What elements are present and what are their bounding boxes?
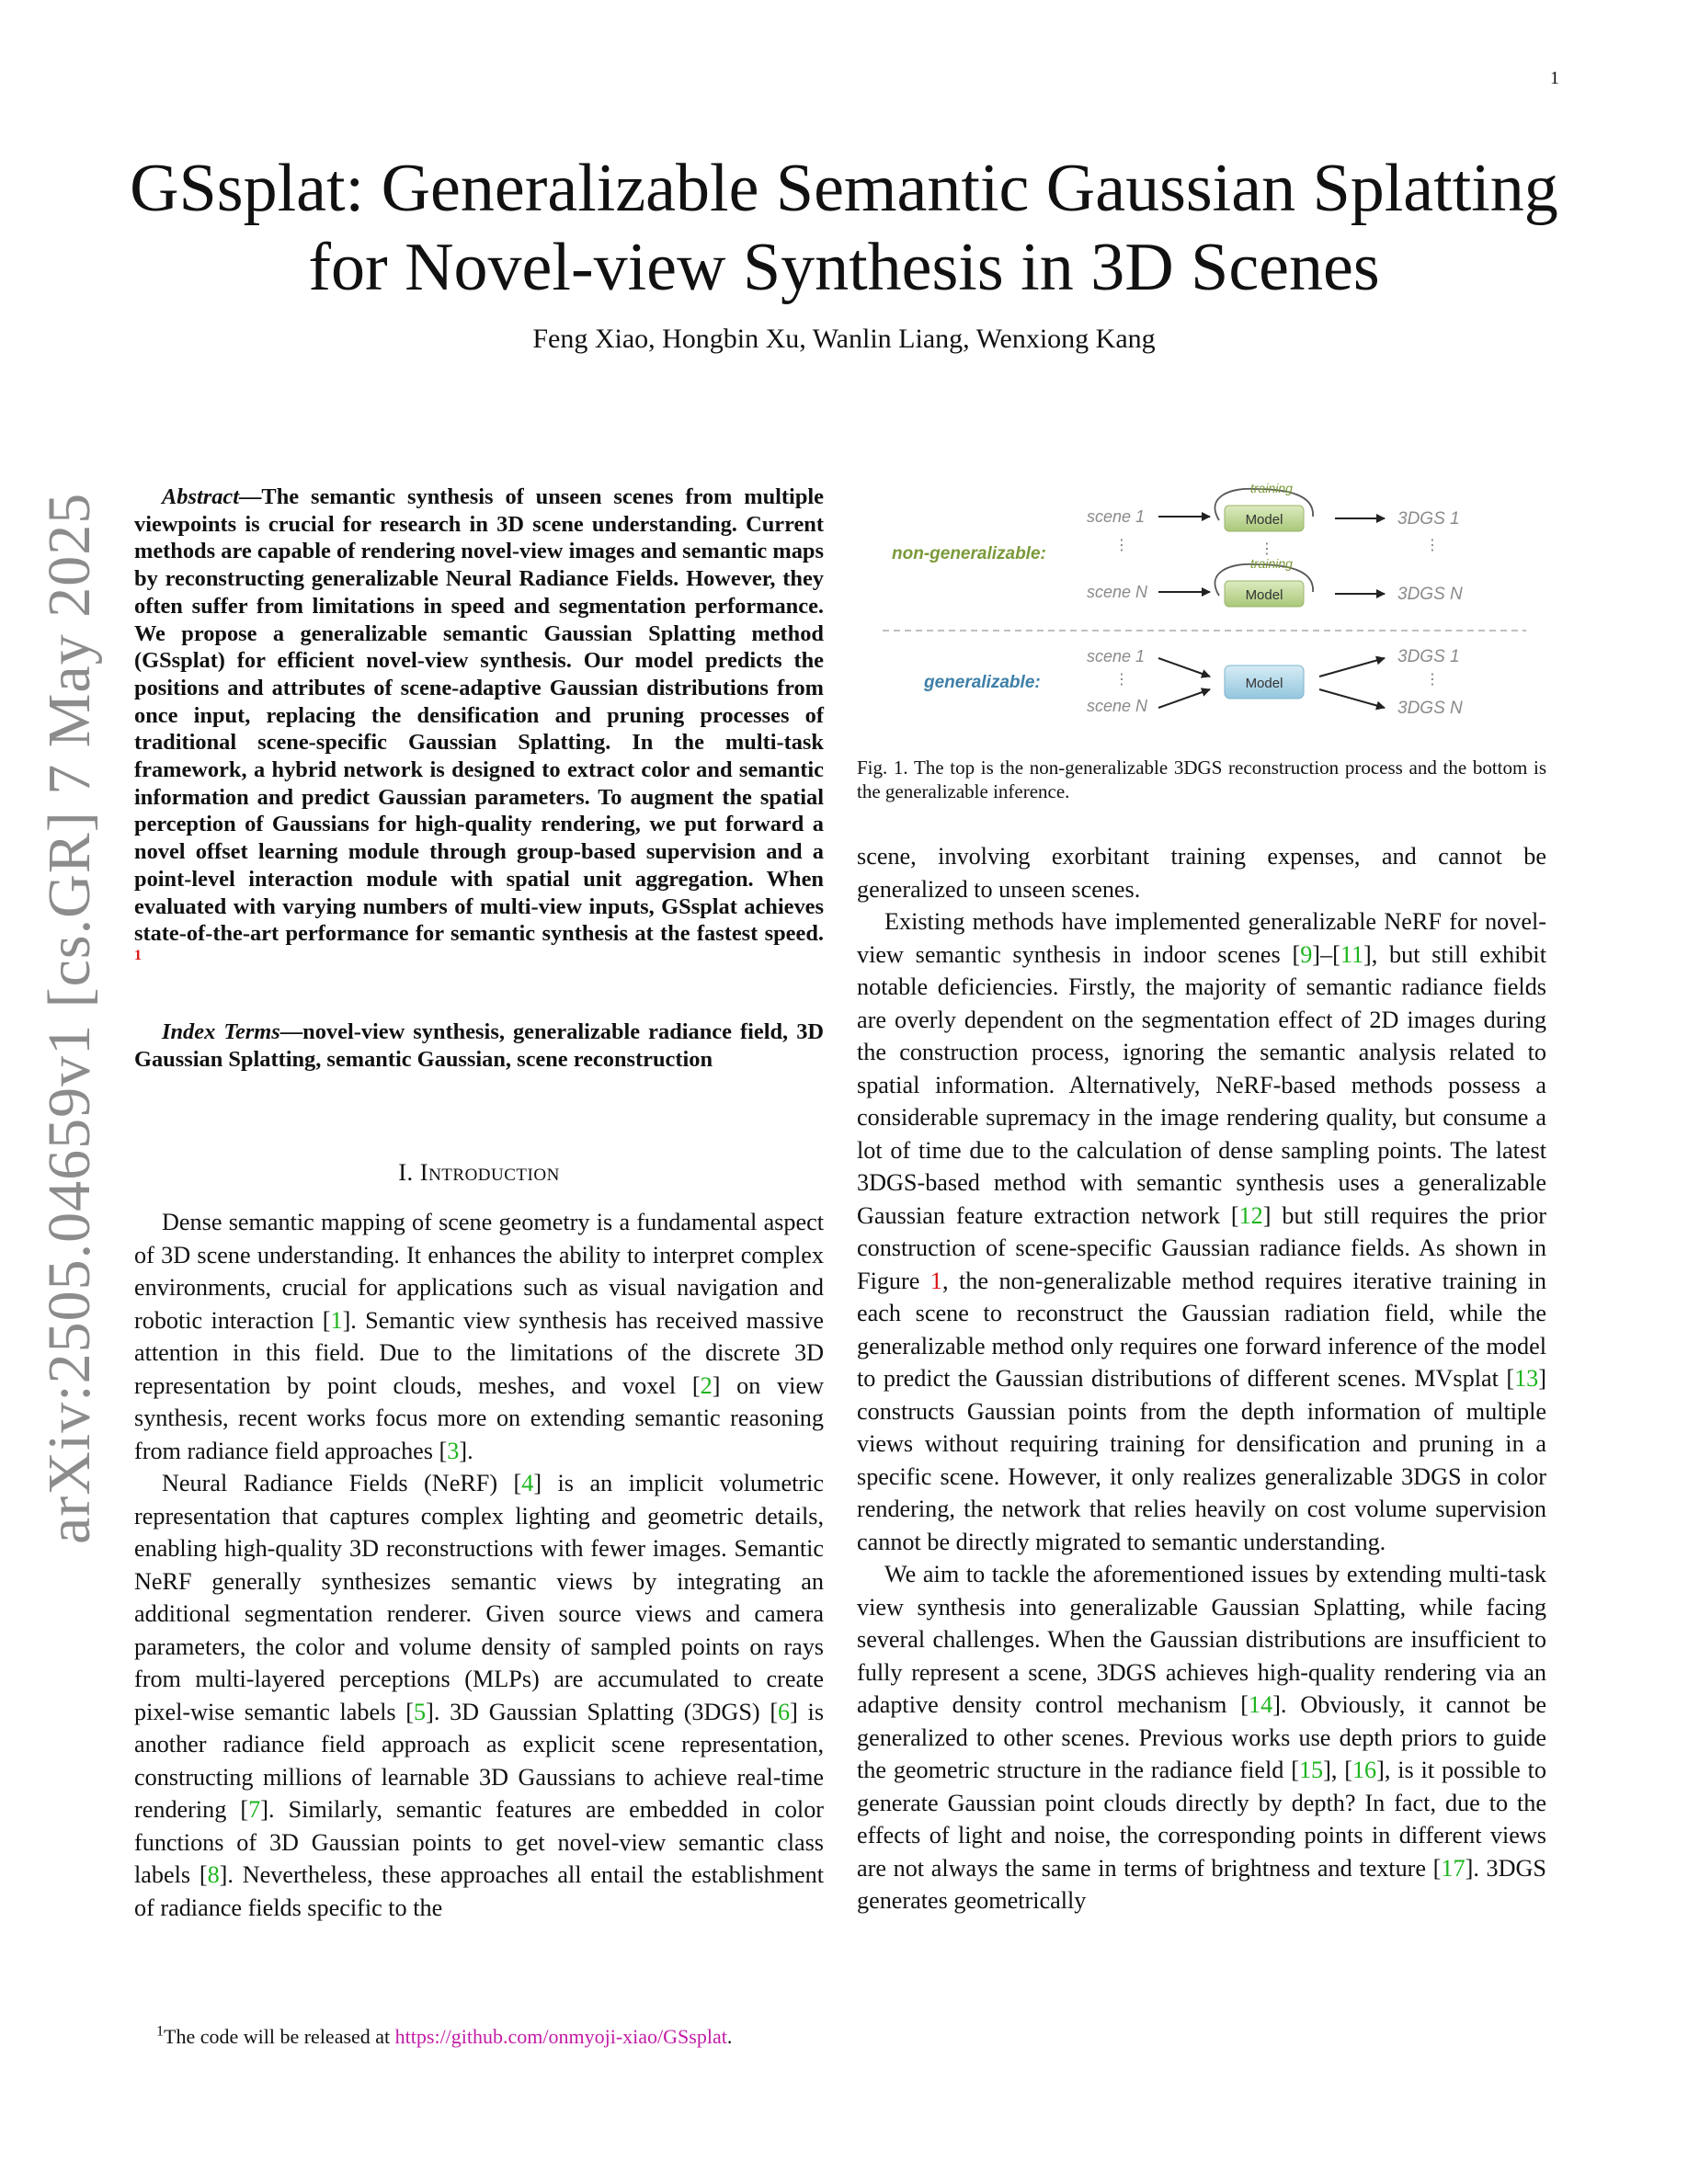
intro-paragraph-2: Neural Radiance Fields (NeRF) [4] is an implicit volumetric representation that captures complex lighting and geometric details, enabling high-quality 3D reconstructions with fewer images. Semantic NeRF generally synthesizes semantic views by integrating an additional segmentation renderer. Given source views and camera parameters, the color and volume density of sampled points on rays from multi-layered perceptions (MLPs) are accumulated to create pixel-wise semantic labels [5]. 3D Gaussian Splatting (3DGS) [6] is another radiance field approach as explicit scene representation, constructing millions of learnable 3D Gaussians to achieve real-time rendering [7]. Similarly, semantic features are embedded in color functions of 3D Gaussian points to get novel-view semantic class labels [8]. Nevertheless, these approaches all entail the establishment of radiance fields specific to the	[134, 1470, 825, 1921]
intro-paragraph-1: Dense semantic mapping of scene geometry is a fundamental aspect of 3D scene understanding. It enhances the ability to interpret complex environments, crucial for applications such as visual navigation and robotic interaction [1]. Semantic view synthesis has received massive attention in this field. Due to the limitations of the discrete 3D representation by point clouds, meshes, and voxel [2] on view synthesis, recent works focus more on extending semantic reasoning from radiance field approaches [3].	[134, 1209, 824, 1464]
sceneN-label: scene N	[1087, 697, 1148, 715]
citation-link[interactable]: 9	[1300, 940, 1313, 968]
arrow	[1319, 658, 1385, 677]
index-terms-text: —novel-view synthesis, generalizable radiance field, 3D Gaussian Splatting, semantic Gaussian, scene reconstruction	[134, 1019, 825, 1072]
vdots: ⋮	[1425, 538, 1440, 553]
vdots: ⋮	[1114, 672, 1129, 688]
citation-link[interactable]: 5	[414, 1698, 427, 1725]
citation-link[interactable]: 12	[1238, 1201, 1263, 1229]
vdots: ⋮	[1425, 672, 1440, 688]
citation-link[interactable]: 17	[1441, 1854, 1466, 1882]
citation-link[interactable]: 3	[447, 1437, 460, 1464]
footnote: $^1$The code will be released at https://github.com/onmyoji-xiao/GSsplat.	[156, 2023, 733, 2048]
abstract-footnote-mark[interactable]: 1	[134, 947, 142, 963]
page-number: 1	[1550, 68, 1559, 88]
training-label: training	[1250, 556, 1293, 571]
figure-1	[883, 476, 1526, 743]
title-line-2: for Novel-view Synthesis in 3D Scenes	[308, 230, 1380, 305]
sceneN-label: scene N	[1087, 583, 1148, 601]
abstract-text: —The semantic synthesis of unseen scenes from multiple viewpoints is crucial for research in 3D scene understanding. Current methods are capable of rendering novel-view images and semantic maps by reconstructing generalizable Neural Radiance Fields. However, they often suffer from limitations in speed and segmentation performance. We propose a generalizable semantic Gaussian Splatting method (GSsplat) for efficient novel-view synthesis. Our model predicts the positions and attributes of scene-adaptive Gaussian distributions from once input, replacing the densification and pruning processes of traditional scene-specific Gaussian Splatting. In the multi-task framework, a hybrid network is designed to extract color and semantic information and predict Gaussian parameters. To augment the spatial perception of Gaussians for high-quality rendering, we put forward a novel offset learning module through group-based supervision and a point-level interaction module with spatial unit aggregation. When evaluated with varying numbers of multi-view inputs, GSsplat achieves state-of-the-art performance for semantic synthesis at the fastest speed.	[134, 484, 824, 947]
footnote-mark: 1	[156, 2023, 164, 2040]
model-label: Model	[1245, 512, 1283, 528]
citation-link[interactable]: 1	[330, 1306, 343, 1334]
citation-link[interactable]: 7	[248, 1796, 261, 1823]
citation-link[interactable]: 6	[778, 1698, 791, 1725]
citation-link[interactable]: 4	[521, 1470, 534, 1496]
out1-label: 3DGS 1	[1397, 647, 1460, 666]
right-paragraph-3: We aim to tackle the aforementioned issues by extending multi-task view synthesis into generalizable Gaussian Splatting, while facing several challenges. When the Gaussian distributions are insufficient to fully represent a scene, 3DGS achieves high-quality rendering via an adaptive density control mechanism [14]. Obviously, it cannot be generalized to other scenes. Previous works use depth priors to guide the geometric structure in the radiance field [15], [16], is it possible to generate Gaussian point clouds directly by depth? In fact, due to the effects of light and noise, the corresponding points in different views are not always the same in terms of brightness and texture [17]. 3DGS generates geometrically	[857, 1561, 1547, 1914]
arrow	[1158, 689, 1210, 708]
figure-caption: Fig. 1. The top is the non-generalizable 3DGS reconstruction process and the bottom is the generalizable inference.	[857, 756, 1546, 802]
index-terms	[134, 1018, 824, 1073]
citation-link[interactable]: 13	[1514, 1365, 1539, 1392]
out1-label: 3DGS 1	[1397, 509, 1460, 529]
figure-ref-link[interactable]: 1	[930, 1267, 942, 1294]
intro-text	[134, 1206, 824, 1924]
section-number: I.	[398, 1158, 414, 1186]
paper-title	[0, 149, 1688, 307]
authors: Feng Xiao, Hongbin Xu, Wanlin Liang, Wenxiong Kang	[532, 324, 1156, 354]
abstract-label: Abstract	[162, 484, 240, 509]
github-link[interactable]: https://github.com/onmyoji-xiao/GSsplat	[394, 2025, 727, 2048]
arrow	[1319, 689, 1385, 708]
model-label: Model	[1245, 587, 1283, 603]
scene1-label: scene 1	[1087, 507, 1146, 526]
citation-link[interactable]: 2	[700, 1371, 713, 1399]
section-title: Introduction	[419, 1158, 560, 1186]
section-heading	[134, 1156, 824, 1189]
index-terms-label: Index Terms	[162, 1019, 280, 1044]
training-label: training	[1250, 481, 1293, 495]
citation-link[interactable]: 15	[1298, 1757, 1324, 1783]
gen-label: generalizable:	[924, 673, 1041, 692]
citation-link[interactable]: 14	[1249, 1691, 1273, 1718]
right-paragraph-2: Existing methods have implemented generalizable NeRF for novel-view semantic synthesis in indoor scenes [9]–[11], but still exhibit notable deficiencies. Firstly, the majority of semantic radiance fields are overly dependent on the segmentation effect of 2D images during the construction process, ignoring the semantic analysis related to spatial information. Alternatively, NeRF-based methods possess a considerable supremacy in the image rendering quality, but consume a lot of time due to the calculation of dense sampling points. The latest 3DGS-based method with semantic synthesis uses a generalizable Gaussian feature extraction network [12] but still requires the prior construction of scene-specific Gaussian radiance fields. As shown in Figure 1, the non-generalizable method requires iterative training in each scene to reconstruct the Gaussian radiation field, while the generalizable method only requires one forward inference of the model to predict the Gaussian distributions of different scenes. MVsplat [13] constructs Gaussian points from the depth information of multiple views without requiring training for densification and pruning in a specific scene. However, it only realizes generalizable 3DGS in color rendering, the network that relies heavily on cost volume supervision cannot be directly migrated to semantic understanding.	[857, 908, 1547, 1555]
citation-link[interactable]: 8	[207, 1861, 220, 1888]
citation-link[interactable]: 11	[1340, 940, 1364, 968]
right-paragraph-1: scene, involving exorbitant training expenses, and cannot be generalized to unseen scenes.	[857, 843, 1546, 903]
citation-link[interactable]: 16	[1352, 1757, 1377, 1783]
nongen-label: non-generalizable:	[892, 544, 1046, 563]
outN-label: 3DGS N	[1397, 699, 1463, 718]
model-label: Model	[1245, 676, 1283, 691]
outN-label: 3DGS N	[1397, 585, 1463, 604]
footnote-text: The code will be released at	[164, 2025, 395, 2048]
right-column-text	[857, 840, 1546, 1917]
arrow	[1158, 658, 1210, 677]
vdots: ⋮	[1114, 538, 1129, 553]
abstract	[134, 483, 824, 975]
scene1-label: scene 1	[1087, 647, 1146, 665]
figure-diagram	[883, 476, 1526, 743]
arxiv-stamp: arXiv:2505.04659v1 [cs.GR] 7 May 2025	[36, 492, 103, 1544]
vdots: ⋮	[1260, 541, 1274, 557]
title-line-1: GSsplat: Generalizable Semantic Gaussian Splatting	[130, 151, 1558, 226]
